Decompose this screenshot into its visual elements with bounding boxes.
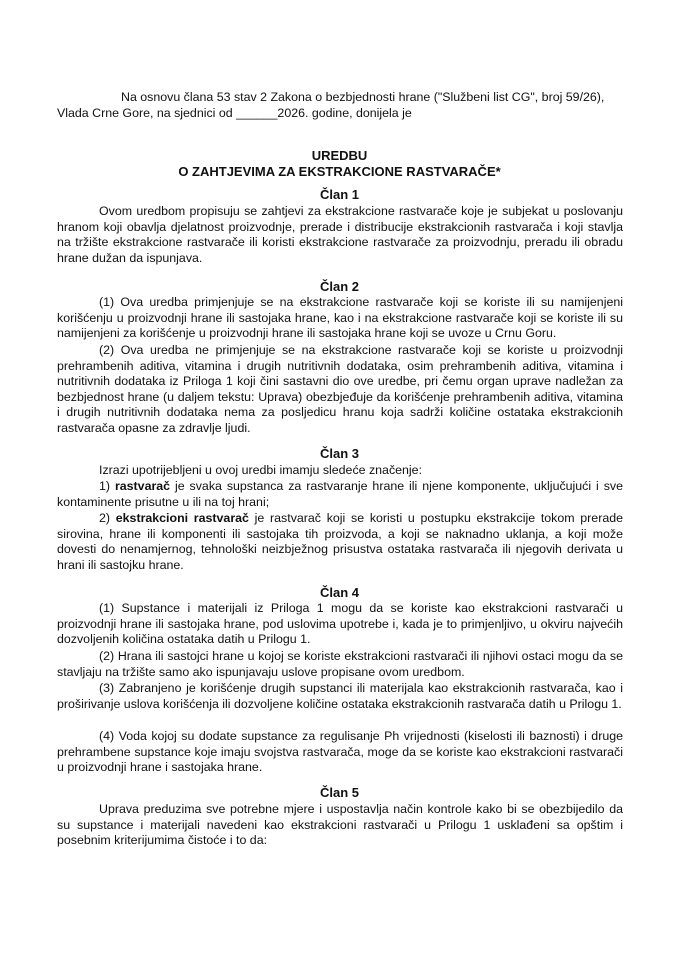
article-4-paragraph-3: (3) Zabranjeno je korišćenje drugih supstanci ili materijala kao ekstrakcionih rastvarača, kao i proširivanje uslova korišćenja ili dozvoljene količine ostataka ekstrakcionih rastvarača datih u Prilogu 1. (57, 681, 623, 711)
document-title: UREDBU (311, 148, 368, 163)
article-2-paragraph-1: (1) Ova uredba primjenjuje se na ekstrakcione rastvarače koji se koriste ili su namijenjeni korišćenju u proizvodnji hrane ili sastojaka hrane, kao i na ekstrakcione rastvarače koji se koriste ili su namijenjeni za korišćenje u proizvodnji hrane ili sastojaka hrane koji se uvoze u Crnu Goru. (57, 295, 623, 341)
article-1-heading: Član 1 (319, 187, 359, 202)
article-4-paragraph-1: (1) Supstance i materijali iz Priloga 1 mogu da se koriste kao ekstrakcioni rastvarači u proizvodnji hrane ili sastojaka hrane, pod uslovima upotrebe i, kada je to primjenljivo, u okviru najvećih dozvoljenih količina ostataka datih u Prilogu 1. (57, 601, 623, 647)
article-2-heading: Član 2 (319, 279, 359, 294)
definition-2-term: ekstrakcioni rastvarač (115, 511, 249, 525)
document-subtitle: O ZAHTJEVIMA ZA EKSTRAKCIONE RASTVARAČE* (178, 164, 501, 179)
article-5-paragraph: Uprava preduzima sve potrebne mjere i uspostavlja način kontrole kako bi se obezbijedilo da su supstance i materijali navedeni kao ekstrakcioni rastvarači u Prilogu 1 usklađeni sa opštim i posebnim kriterijumima čistoće i to da: (57, 802, 623, 848)
preamble-line-2: Vlada Crne Gore, na sjednici od ______2026. godine, donijela je (57, 106, 412, 120)
definition-2-number: 2) (99, 511, 111, 525)
definition-2-text: je rastvarač koji se koristi u postupku ekstrakcije tokom prerade sirovina, hrane ili komponenti ili sastojaka tih proizvoda, a koji se naknadno uklanja, a koji može dovesti do nenamjernog, tehnološki neizbježnog prisustva ostataka rastvarača ili njegovih derivata u hrani ili sastojku hrane. (57, 511, 623, 572)
definition-item-1 (57, 479, 623, 510)
preamble-line-1: Na osnovu člana 53 stav 2 Zakona o bezbjednosti hrane ("Službeni list CG", broj 59/26), (121, 90, 605, 104)
article-5-heading: Član 5 (319, 785, 359, 800)
article-3-intro: Izrazi upotrijebljeni u ovoj uredbi imamju sledeće značenje: (99, 463, 423, 477)
definition-1-term: rastvarač (114, 479, 171, 493)
article-3-heading: Član 3 (319, 446, 359, 461)
article-4-paragraph-2: (2) Hrana ili sastojci hrane u kojoj se koriste ekstrakcioni rastvarači ili njihovi ostaci mogu da se stavljaju na tržište samo ako ispunjavaju uslove propisane ovom uredbom. (57, 649, 623, 679)
preamble (57, 89, 622, 121)
definition-1-text: je svaka supstanca za rastvaranje hrane ili njene komponente, uključujući i sve kontaminente prisutne u ili na toj hrani; (57, 479, 623, 509)
article-1-paragraph: Ovom uredbom propisuju se zahtjevi za ekstrakcione rastvarače koje je subjekat u poslovanju hranom koji obavlja djelatnost proizvodnje, prerade i distribucije ekstrakcionih rastvarača i koji stavlja na tržište ekstrakcione rastvarače ili koristi ekstrakcione rastvarače za proizvodnju, preradu ili obradu hrane dužan da ispunjava. (57, 204, 623, 265)
article-2-paragraph-2: (2) Ova uredba ne primjenjuje se na ekstrakcione rastvarače koji se koriste u proizvodnji prehrambenih aditiva, vitamina i drugih nutritivnih dodataka, osim prehrambenih aditiva, vitamina i nutritivnih dodataka iz Priloga 1 koji čini sastavni dio ove uredbe, pri čemu organ uprave nadležan za bezbjednost hrane (u daljem tekstu: Uprava) obezbjeđuje da korišćenje prehrambenih aditiva, vitamina i drugih nutritivnih dodataka nema za posljedicu hranu koja sadrži količine ostataka ekstrakcionih rastvarača opasne za zdravlje ljudi. (57, 343, 623, 435)
definition-item-2 (57, 511, 623, 573)
article-4-heading: Član 4 (319, 585, 359, 600)
article-4-paragraph-4: (4) Voda kojoj su dodate supstance za regulisanje Ph vrijednosti (kiselosti ili baznosti) i druge prehrambene supstance koje imaju svojstva rastvarača, moge da se koriste kao ekstrakcioni rastvarači u proizvodnji hrane i sastojaka hrane. (57, 729, 623, 775)
definition-1-number: 1) (99, 479, 111, 493)
